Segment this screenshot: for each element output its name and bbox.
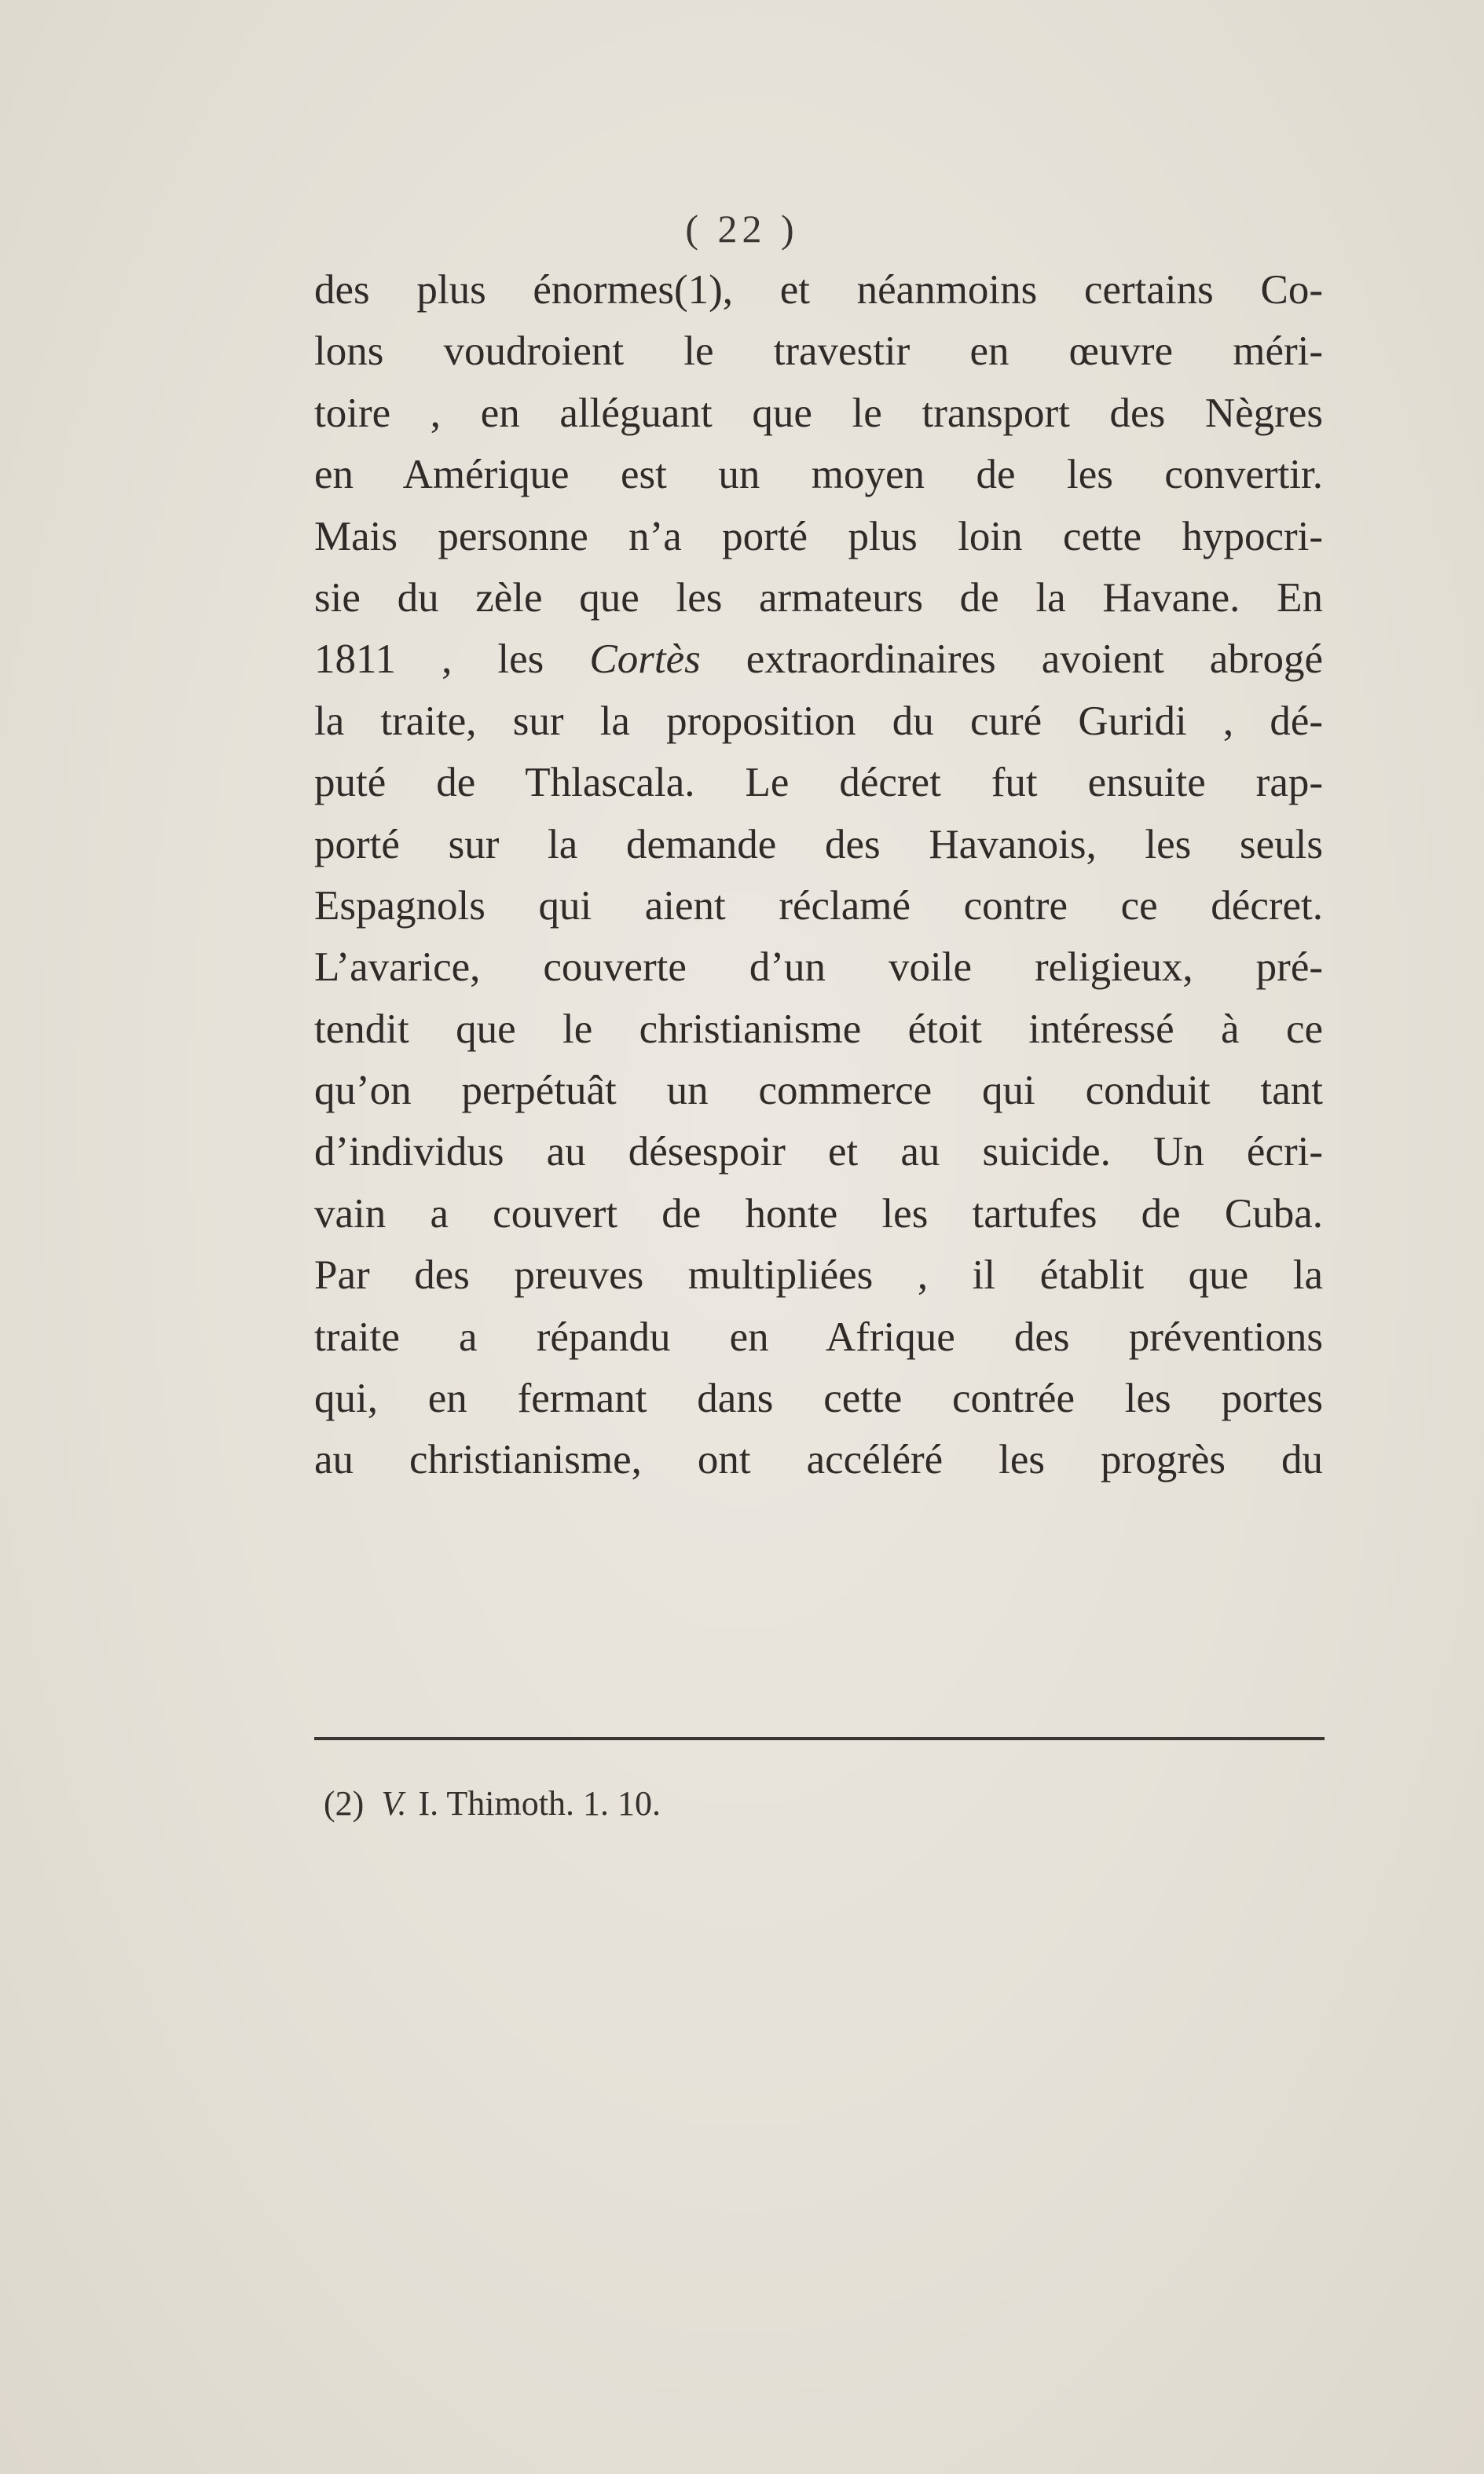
text-line: sie du zèle que les armateurs de la Havane. En (314, 574, 1323, 621)
text-line: Mais personne n’a porté plus loin cette hypocri- (314, 513, 1323, 559)
text-line: traite a répandu en Afrique des préventions (314, 1314, 1323, 1360)
text-line: L’avarice, couverte d’un voile religieux, pré- (314, 944, 1323, 991)
footnote-abbr: V. (381, 1784, 407, 1823)
text-line: en Amérique est un moyen de les convertir. (314, 452, 1323, 498)
text-line: Par des preuves multipliées , il établit que la (314, 1252, 1323, 1299)
text-line: vain a couvert de honte les tartufes de Cuba. (314, 1190, 1323, 1237)
page-number: ( 22 ) (685, 207, 799, 251)
text-line: lons voudroient le travestir en œuvre méri- (314, 328, 1323, 375)
text-line: puté de Thlascala. Le décret fut ensuite rap- (314, 760, 1323, 806)
text-line: tendit que le christianisme étoit intéressé à ce (314, 1006, 1323, 1052)
footnote-text: I. Thimoth. 1. 10. (418, 1784, 661, 1823)
body-text (314, 259, 1323, 1491)
text-line: qu’on perpétuât un commerce qui conduit tant (314, 1068, 1323, 1114)
text-line-with-italic (314, 629, 1323, 690)
text-line: Espagnols qui aient réclamé contre ce décret. (314, 882, 1323, 929)
footnote-ref: (2) (324, 1784, 365, 1823)
text-line: d’individus au désespoir et au suicide. Un écri- (314, 1129, 1323, 1175)
text-segment: extraordinaires avoient abrogé (700, 636, 1323, 683)
italic-term: Cortès (589, 636, 701, 683)
text-line: des plus énormes(1), et néanmoins certains Co- (314, 267, 1323, 313)
text-segment: 1811 , les (314, 636, 590, 683)
text-line: la traite, sur la proposition du curé Guridi , dé- (314, 698, 1323, 744)
footnote (324, 1783, 661, 1823)
text-line: qui, en fermant dans cette contrée les portes (314, 1376, 1323, 1422)
text-line: porté sur la demande des Havanois, les seuls (314, 821, 1323, 867)
text-line: toire , en alléguant que le transport des Nègres (314, 390, 1323, 436)
text-line: au christianisme, ont accéléré les progrès du (314, 1437, 1323, 1483)
footnote-rule (314, 1737, 1325, 1740)
